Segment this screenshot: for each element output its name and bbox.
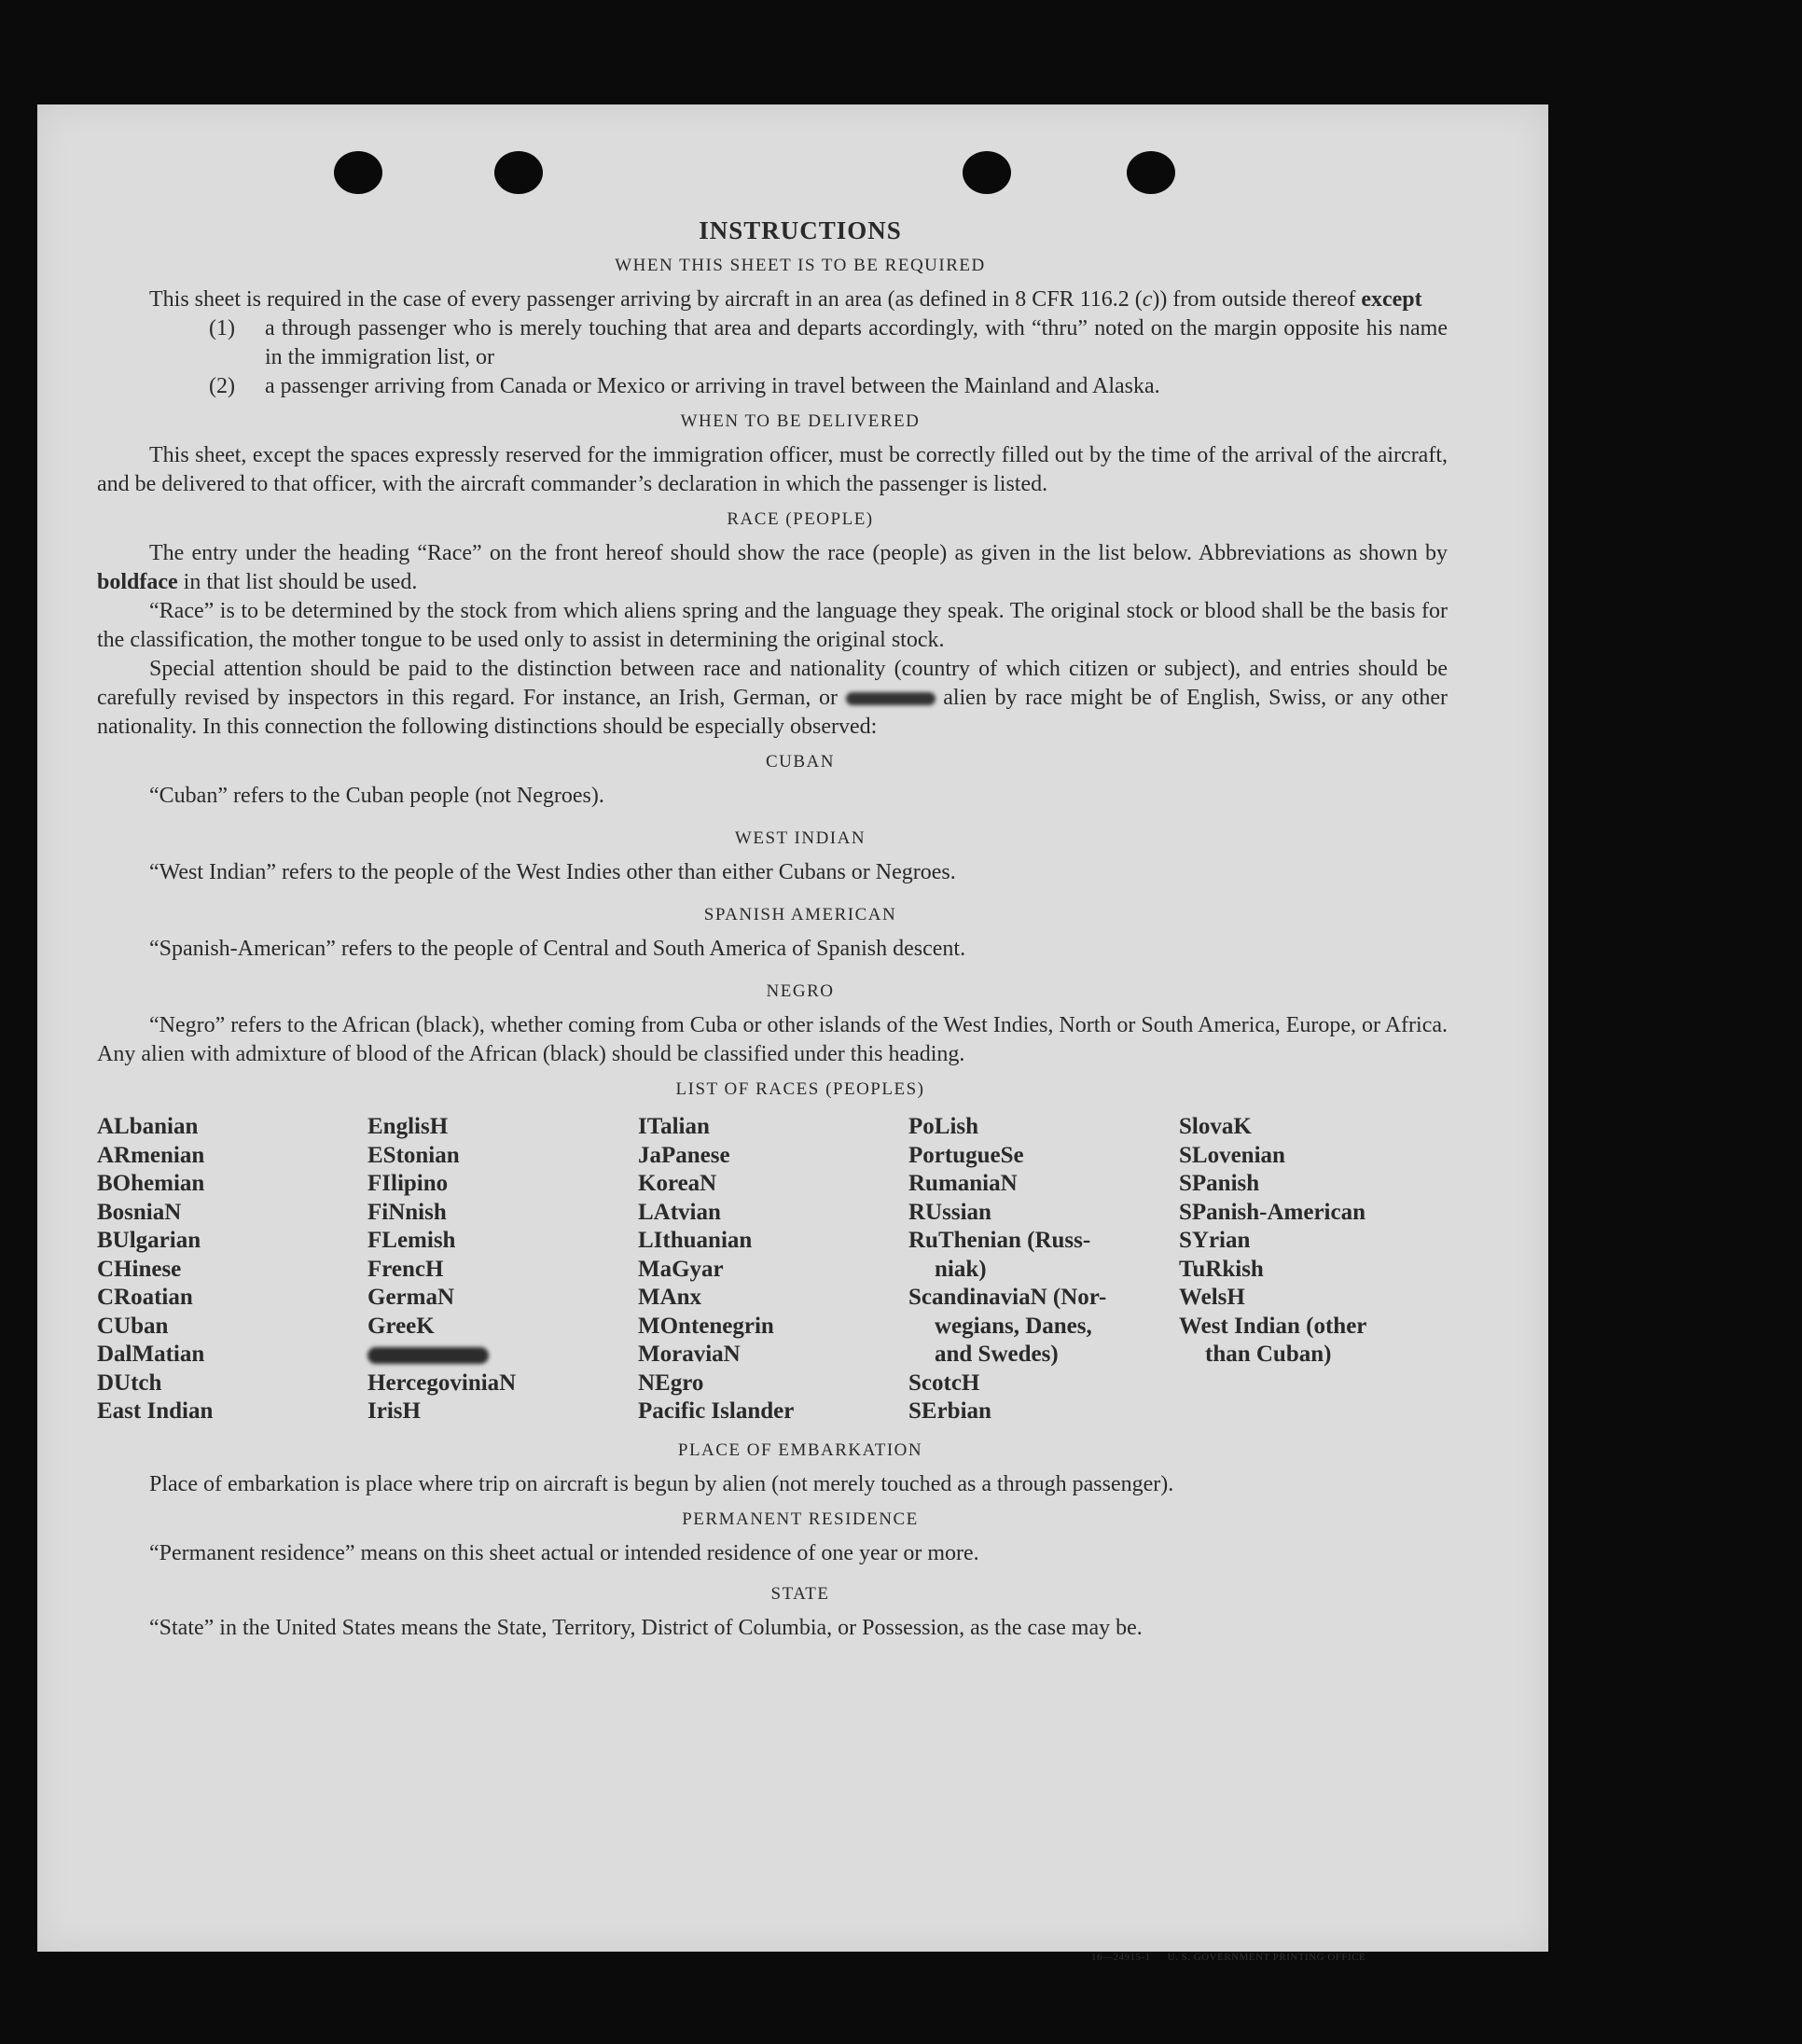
document-content bbox=[97, 216, 1448, 1643]
section-heading-spanish-american: SPANISH AMERICAN bbox=[703, 905, 897, 925]
race-item: MOntenegrin bbox=[638, 1313, 774, 1339]
spanish-american-text: “Spanish-American” refers to the people of Central and South America of Spanish descent. bbox=[149, 937, 966, 961]
section-heading-residence: PERMANENT RESIDENCE bbox=[682, 1509, 919, 1529]
race-item: CHinese bbox=[97, 1256, 182, 1282]
race-item: MaGyar bbox=[638, 1256, 724, 1282]
state-text: “State” in the United States means the State, Territory, District of Columbia, or Possession, as the case may be. bbox=[149, 1615, 1143, 1640]
race-item: BosniaN bbox=[97, 1199, 182, 1225]
race-paragraph bbox=[97, 655, 1448, 742]
race-item: SPanish-American bbox=[1179, 1199, 1365, 1225]
races-column bbox=[97, 1113, 367, 1426]
race-item: FLemish bbox=[367, 1228, 456, 1253]
required-intro bbox=[97, 285, 1448, 314]
printer-imprint bbox=[1091, 1952, 1382, 1963]
race-item: LIthuanian bbox=[638, 1228, 753, 1253]
race-item: BUlgarian bbox=[97, 1228, 201, 1253]
race-item: Pacific Islander bbox=[638, 1398, 795, 1424]
race-item: BOhemian bbox=[97, 1171, 205, 1196]
race-item: SLovenian bbox=[1179, 1142, 1285, 1168]
race-text: The entry under the heading “Race” on the front hereof should show the race (people) as given in the list below. Abbreviations as shown by bbox=[149, 541, 1448, 565]
section-heading-race: RACE (PEOPLE) bbox=[727, 509, 874, 529]
item-text: a passenger arriving from Canada or Mexico or arriving in travel between the Mainland and Alaska. bbox=[265, 374, 1160, 398]
section-heading-required: WHEN THIS SHEET IS TO BE REQUIRED bbox=[615, 256, 986, 275]
form-number: 16—24915-1 bbox=[1091, 1952, 1151, 1963]
punch-hole bbox=[963, 151, 1011, 194]
item-text: a through passenger who is merely touching that area and departs accordingly, with “thru” noted on the margin opposite his name in the immigration list, or bbox=[265, 316, 1448, 369]
negro-text: “Negro” refers to the African (black), whether coming from Cuba or other islands of the West Indies, North or South America, Europe, or Africa. Any alien with admixture of blood of the African (black) should be classified under this heading. bbox=[97, 1013, 1448, 1066]
section-heading-races-list: LIST OF RACES (PEOPLES) bbox=[675, 1079, 925, 1099]
race-bold-term: boldface bbox=[97, 570, 178, 594]
race-item: and Swedes) bbox=[935, 1342, 1059, 1367]
intro-text: )) from outside thereof bbox=[1152, 287, 1362, 312]
race-item: GermaN bbox=[367, 1285, 455, 1310]
race-item: HercegoviniaN bbox=[367, 1370, 517, 1396]
race-item: FIlipino bbox=[367, 1171, 449, 1196]
race-item: SErbian bbox=[908, 1398, 991, 1424]
printer-name: U. S. GOVERNMENT PRINTING OFFICE bbox=[1167, 1952, 1366, 1963]
race-item: than Cuban) bbox=[1205, 1342, 1332, 1367]
races-column bbox=[367, 1113, 638, 1426]
race-item: LAtvian bbox=[638, 1199, 721, 1225]
race-item: ITalian bbox=[638, 1114, 710, 1139]
section-heading-cuban: CUBAN bbox=[765, 752, 835, 772]
race-item: ARmenian bbox=[97, 1142, 205, 1168]
race-item: MAnx bbox=[638, 1285, 702, 1310]
race-item: KoreaN bbox=[638, 1171, 717, 1196]
race-item: SYrian bbox=[1179, 1228, 1251, 1253]
race-item: ScotcH bbox=[908, 1370, 980, 1396]
race-item: NEgro bbox=[638, 1370, 704, 1396]
race-item: JaPanese bbox=[638, 1142, 730, 1168]
redaction-mark bbox=[367, 1347, 489, 1364]
document-sheet bbox=[37, 104, 1548, 1963]
race-item-redacted bbox=[367, 1341, 638, 1370]
race-item: DUtch bbox=[97, 1370, 162, 1396]
race-item: PortugueSe bbox=[908, 1142, 1024, 1168]
west-indian-text: “West Indian” refers to the people of the West Indies other than either Cubans or Negroes. bbox=[149, 860, 956, 884]
section-heading-state: STATE bbox=[770, 1583, 830, 1604]
race-item: SlovaK bbox=[1179, 1114, 1252, 1139]
races-column bbox=[638, 1113, 908, 1426]
race-item: FiNnish bbox=[367, 1199, 447, 1225]
race-item: IrisH bbox=[367, 1398, 421, 1424]
race-item: GreeK bbox=[367, 1313, 435, 1339]
section-heading-delivered: WHEN TO BE DELIVERED bbox=[680, 411, 921, 431]
race-item: FrencH bbox=[367, 1256, 444, 1282]
races-column bbox=[908, 1113, 1179, 1426]
punch-hole bbox=[1127, 151, 1175, 194]
race-item: niak) bbox=[935, 1256, 987, 1282]
intro-subsection: c bbox=[1142, 287, 1153, 312]
race-item: TuRkish bbox=[1179, 1256, 1264, 1282]
redaction-mark bbox=[846, 692, 936, 705]
exception-item bbox=[209, 372, 1448, 401]
race-item: WelsH bbox=[1179, 1285, 1245, 1310]
race-item: ALbanian bbox=[97, 1114, 199, 1139]
item-number: (2) bbox=[209, 374, 235, 398]
punch-hole bbox=[494, 151, 543, 194]
race-item: CUban bbox=[97, 1313, 169, 1339]
exception-item bbox=[209, 314, 1448, 372]
intro-except: except bbox=[1361, 287, 1422, 312]
race-item: RUssian bbox=[908, 1199, 991, 1225]
race-item: RuThenian (Russ- bbox=[908, 1228, 1091, 1253]
punch-hole bbox=[334, 151, 382, 194]
item-number: (1) bbox=[209, 316, 235, 341]
intro-text: This sheet is required in the case of every passenger arriving by aircraft in an area (as defined in 8 CFR 116.2 ( bbox=[149, 287, 1143, 312]
race-item: PoLish bbox=[908, 1114, 979, 1139]
section-heading-negro: NEGRO bbox=[766, 981, 835, 1001]
race-paragraph: “Race” is to be determined by the stock from which aliens spring and the language they speak. The original stock or blood shall be the basis for the classification, the mother tongue to be used only to assist in determining the original stock. bbox=[97, 599, 1448, 652]
race-item: East Indian bbox=[97, 1398, 214, 1424]
delivered-text: This sheet, except the spaces expressly reserved for the immigration officer, must be correctly filled out by the time of the arrival of the aircraft, and be delivered to that officer, with the aircraft commander’s declaration in which the passenger is listed. bbox=[97, 443, 1448, 496]
race-item: RumaniaN bbox=[908, 1171, 1018, 1196]
race-paragraph bbox=[97, 539, 1448, 597]
race-text: Special attention should be paid to the distinction between race and nationality (country of which citizen or subject), and entries should be carefully revised by inspectors in this regard. For instance, an Irish, German, or bbox=[97, 657, 1448, 710]
race-item: ScandinaviaN (Nor- bbox=[908, 1285, 1107, 1310]
races-column bbox=[1179, 1113, 1421, 1426]
section-heading-embarkation: PLACE OF EMBARKATION bbox=[677, 1439, 923, 1460]
race-item: West Indian (other bbox=[1179, 1313, 1367, 1339]
embarkation-text: Place of embarkation is place where trip on aircraft is begun by alien (not merely touched as a through passenger). bbox=[149, 1471, 1174, 1496]
race-item: DalMatian bbox=[97, 1342, 205, 1367]
page-title: INSTRUCTIONS bbox=[699, 216, 902, 244]
residence-text: “Permanent residence” means on this sheet actual or intended residence of one year or more. bbox=[149, 1540, 979, 1565]
race-item: EStonian bbox=[367, 1142, 460, 1168]
race-item: SPanish bbox=[1179, 1171, 1260, 1196]
section-heading-west-indian: WEST INDIAN bbox=[734, 828, 866, 848]
race-text: in that list should be used. bbox=[177, 570, 418, 594]
race-item: MoraviaN bbox=[638, 1342, 741, 1367]
race-item: EnglisH bbox=[367, 1114, 449, 1139]
race-item: wegians, Danes, bbox=[935, 1313, 1092, 1339]
race-text: alien by race might be of English, Swiss, or any other nationality. In this connection the following distinctions should be especially observed: bbox=[97, 686, 1448, 739]
races-list bbox=[97, 1113, 1448, 1426]
race-item: CRoatian bbox=[97, 1285, 193, 1310]
cuban-text: “Cuban” refers to the Cuban people (not Negroes). bbox=[149, 784, 604, 808]
